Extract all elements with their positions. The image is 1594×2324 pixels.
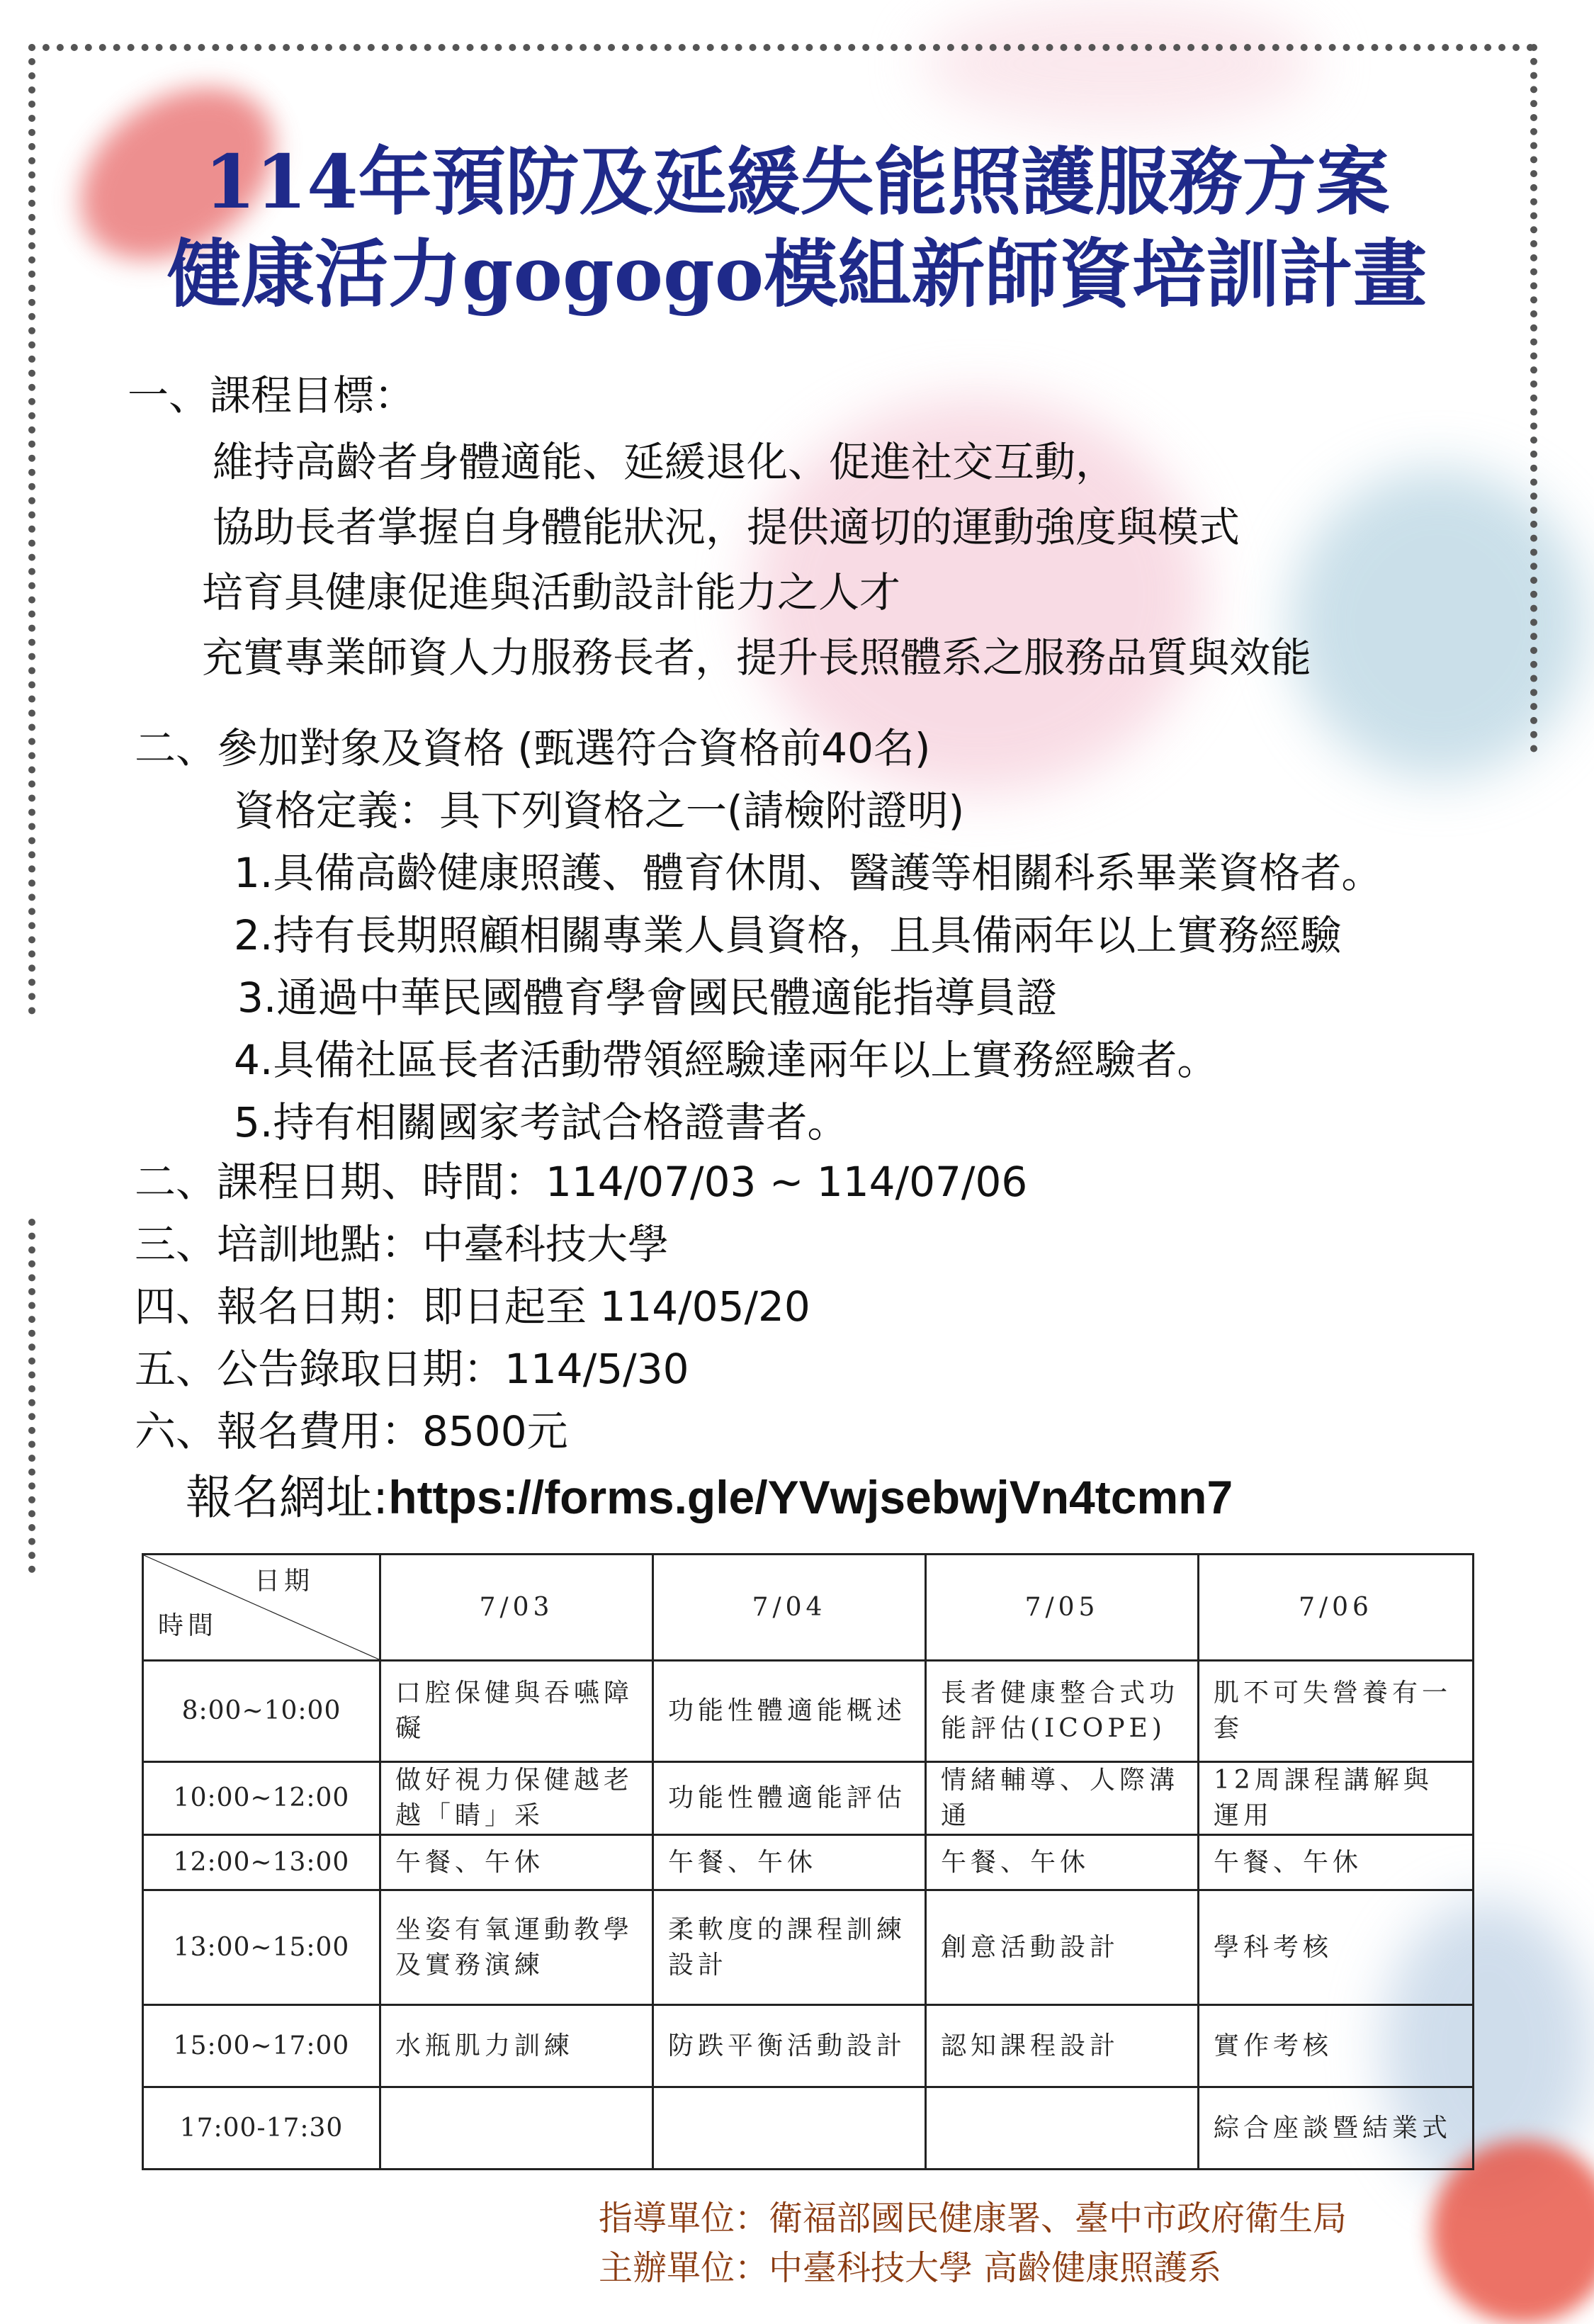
course-cell: 午餐、午休 [653, 1835, 926, 1890]
course-cell: 防跌平衡活動設計 [653, 2005, 926, 2087]
course-cell: 認知課程設計 [926, 2005, 1199, 2087]
day-header: 7/03 [380, 1555, 653, 1661]
course-cell [926, 2087, 1199, 2170]
schedule-row [143, 2087, 1474, 2170]
schedule-row [143, 1835, 1474, 1890]
section1-item: 協助長者掌握自身體能狀況，提供適切的運動強度與模式 [213, 503, 1240, 551]
day-header: 7/05 [926, 1555, 1199, 1661]
registration-fee: 六、報名費用：8500元 [135, 1407, 568, 1455]
course-cell: 創意活動設計 [926, 1890, 1199, 2005]
course-cell: 功能性體適能評估 [653, 1762, 926, 1835]
registration-period: 四、報名日期：即日起至 114/05/20 [135, 1282, 810, 1331]
course-cell [653, 2087, 926, 2170]
guiding-unit: 指導單位：衛福部國民健康署、臺中市政府衛生局 [599, 2199, 1347, 2238]
course-cell [380, 2087, 653, 2170]
schedule-header-row [143, 1555, 1474, 1661]
qualification-item: 5.持有相關國家考試合格證書者。 [234, 1098, 849, 1146]
schedule-table [142, 1553, 1474, 2170]
course-date: 二、課程日期、時間：114/07/03 ~ 114/07/06 [135, 1158, 1028, 1206]
section1-item: 充實專業師資人力服務長者，提升長照體系之服務品質與效能 [202, 633, 1312, 682]
schedule-row [143, 1762, 1474, 1835]
time-slot: 12:00~13:00 [143, 1835, 380, 1890]
course-cell: 做好視力保健越老越「睛」采 [380, 1762, 653, 1835]
registration-url-label: 報名網址: [186, 1470, 389, 1525]
course-cell: 午餐、午休 [380, 1835, 653, 1890]
dotted-border-left-lower [28, 1219, 35, 1573]
section1-heading: 一、課程目標： [128, 371, 416, 419]
course-cell: 水瓶肌力訓練 [380, 2005, 653, 2087]
course-cell: 坐姿有氧運動教學及實務演練 [380, 1890, 653, 2005]
registration-url-link[interactable]: https://forms.gle/YVwjsebwjVn4tcmn7 [388, 1471, 1233, 1523]
schedule-row [143, 1890, 1474, 2005]
announcement-date: 五、公告錄取日期：114/5/30 [135, 1345, 689, 1393]
day-header: 7/06 [1199, 1555, 1474, 1661]
page-title-line2: 健康活力gogogo模組新師資培訓計畫 [166, 230, 1428, 317]
course-cell: 學科考核 [1199, 1890, 1474, 2005]
section2-definition: 資格定義：具下列資格之一(請檢附證明) [234, 786, 965, 835]
course-cell: 柔軟度的課程訓練設計 [653, 1890, 926, 2005]
schedule-corner-cell [143, 1555, 380, 1661]
page-title-line1: 114年預防及延緩失能照護服務方案 [204, 138, 1390, 225]
training-location: 三、培訓地點：中臺科技大學 [135, 1220, 669, 1268]
course-cell: 肌不可失營養有一套 [1199, 1661, 1474, 1762]
time-slot: 8:00~10:00 [143, 1661, 380, 1762]
course-cell: 情緒輔導、人際溝通 [926, 1762, 1199, 1835]
pink-watercolor-decoration-top [921, 0, 1318, 128]
corner-time-label: 時間 [158, 1611, 218, 1640]
course-cell: 綜合座談暨結業式 [1199, 2087, 1474, 2170]
blue-watercolor-decoration [1289, 468, 1587, 779]
organizing-unit: 主辦單位：中臺科技大學 高齡健康照護系 [599, 2248, 1222, 2288]
course-cell: 實作考核 [1199, 2005, 1474, 2087]
qualification-item: 3.通過中華民國體育學會國民體適能指導員證 [237, 974, 1058, 1022]
section2-heading: 二、參加對象及資格 (甄選符合資格前40名) [135, 724, 931, 772]
time-slot: 15:00~17:00 [143, 2005, 380, 2087]
qualification-item: 4.具備社區長者活動帶領經驗達兩年以上實務經驗者。 [234, 1036, 1219, 1084]
course-cell: 午餐、午休 [1199, 1835, 1474, 1890]
registration-url-line [186, 1467, 1233, 1528]
course-cell: 12周課程講解與運用 [1199, 1762, 1474, 1835]
time-slot: 10:00~12:00 [143, 1762, 380, 1835]
dotted-border-top [28, 44, 1534, 51]
schedule-row [143, 1661, 1474, 1762]
course-cell: 功能性體適能概述 [653, 1661, 926, 1762]
course-cell: 長者健康整合式功能評估(ICOPE) [926, 1661, 1199, 1762]
section1-item: 培育具健康促進與活動設計能力之人才 [202, 568, 901, 616]
course-cell: 口腔保健與吞嚥障礙 [380, 1661, 653, 1762]
course-cell: 午餐、午休 [926, 1835, 1199, 1890]
qualification-item: 1.具備高齡健康照護、體育休閒、醫護等相關科系畢業資格者。 [234, 849, 1383, 897]
time-slot: 17:00-17:30 [143, 2087, 380, 2170]
corner-date-label: 日期 [254, 1567, 314, 1596]
section1-item: 維持高齡者身體適能、延緩退化、促進社交互動， [213, 438, 1117, 486]
schedule-row [143, 2005, 1474, 2087]
time-slot: 13:00~15:00 [143, 1890, 380, 2005]
day-header: 7/04 [653, 1555, 926, 1661]
qualification-item: 2.持有長期照顧相關專業人員資格，且具備兩年以上實務經驗 [234, 911, 1342, 959]
